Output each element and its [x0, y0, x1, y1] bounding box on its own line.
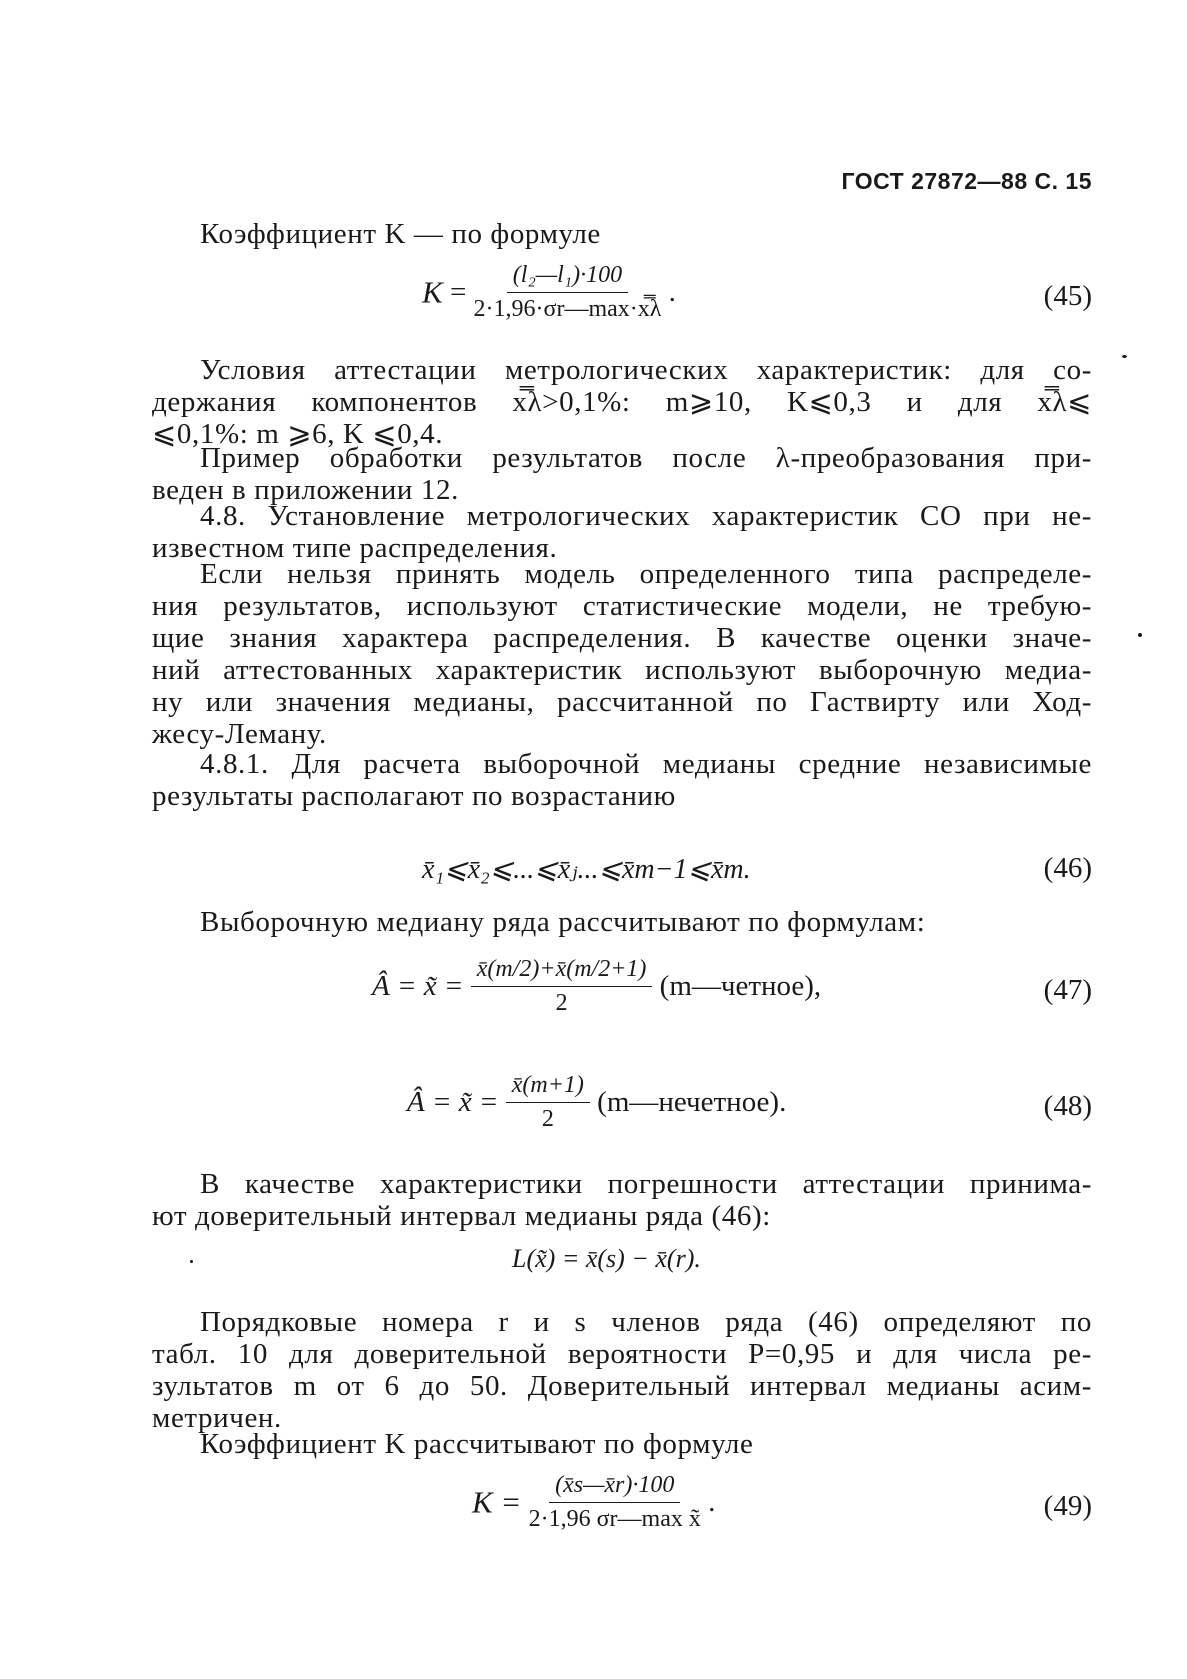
- formula-49-expression: K = $\frac{(x̄s—x̄r)\cdot 100}{\text{2·1,96 σr—max x̃}}$ .: [472, 1472, 716, 1532]
- paragraph-median-intro: [152, 906, 1092, 938]
- paragraph-coefficient-calc: [152, 1428, 1092, 1460]
- text-line: известном типе распределения.: [152, 532, 558, 564]
- text-line: жесу-Леману.: [152, 718, 327, 750]
- paragraph-conditions: [152, 354, 1092, 450]
- scan-speck: [190, 1260, 193, 1263]
- formula-45: [152, 262, 1092, 338]
- scan-speck: [1122, 355, 1127, 358]
- text-line: зультатов m от 6 до 50. Доверительный интервал медианы асим-: [152, 1370, 1092, 1402]
- text-line: Порядковые номера r и s членов ряда (46) определяют по: [200, 1306, 1092, 1338]
- text-line: ⩽0,1%: m ⩾6, K ⩽0,4.: [152, 418, 444, 450]
- text-line: держания компонентов x̿λ>0,1%: m⩾10, K⩽0,3 и для x̿λ⩽: [152, 386, 1092, 418]
- page-header: ГОСТ 27872—88 С. 15: [841, 168, 1092, 194]
- text-line: ют доверительный интервал медианы ряда (46):: [152, 1200, 771, 1232]
- formula-interval-expression: L(x̃) = x̄(s) − x̄(r).: [512, 1244, 701, 1273]
- text-line: Коэффициент K рассчитывают по формуле: [200, 1428, 754, 1460]
- formula-45-expression: K = $\frac{\text{(l₂—l₁)·100}}{2\cdot 1,96\cdot\sigma r—\max\cdot x̿\lambda}$ .: [422, 262, 676, 322]
- paragraph-model: [152, 558, 1092, 750]
- formula-49: [152, 1472, 1092, 1552]
- formula-45-numerator: (l₂—l₁)·100: [507, 262, 628, 293]
- text-line: Пример обработки результатов после λ-преобразования при-: [200, 442, 1092, 474]
- formula-45-fraction: [474, 262, 662, 323]
- text-line: Условия аттестации метрологических характеристик: для со-: [200, 354, 1092, 386]
- paragraph-interval: [152, 1168, 1092, 1232]
- paragraph-section-4-8: [152, 500, 1092, 564]
- formula-47-denominator: 2: [555, 990, 568, 1016]
- formula-47-fraction: [471, 956, 653, 1017]
- text-line: метричен.: [152, 1402, 282, 1434]
- formula-49-lhs: K =: [472, 1484, 522, 1520]
- formula-46-expression: x̄₁⩽x̄₂⩽...⩽x̄ⱼ...⩽x̄m−1⩽x̄m.: [422, 854, 751, 885]
- formula-45-denominator: 2·1,96·σr—max·x̿λ: [473, 296, 662, 322]
- formula-48-number: (48): [1043, 1090, 1092, 1122]
- text-line: Выборочную медиану ряда рассчитывают по формулам:: [200, 906, 926, 938]
- formula-47-expression: [372, 956, 821, 1017]
- paragraph-example: [152, 442, 1092, 506]
- formula-49-numerator: (x̄s—x̄r)·100: [549, 1472, 680, 1503]
- text-line: Коэффициент K — по формуле: [200, 218, 601, 250]
- formula-46: [152, 852, 1092, 892]
- scan-speck: [1138, 633, 1142, 637]
- formula-45-number: (45): [1043, 280, 1092, 312]
- formula-48-condition: (m—нечетное).: [597, 1086, 787, 1118]
- formula-47: [152, 956, 1092, 1036]
- formula-48-expression: [407, 1072, 786, 1133]
- formula-49-number: (49): [1043, 1490, 1092, 1522]
- paragraph-order: [152, 1306, 1092, 1434]
- text-line: щие знания характера распределения. В качестве оценки значе-: [152, 622, 1092, 654]
- text-line: ну или значения медианы, рассчитанной по Гаствирту или Ход-: [152, 686, 1092, 718]
- formula-48-fraction: [506, 1072, 590, 1133]
- formula-45-lhs: K: [422, 274, 443, 310]
- paragraph-section-4-8-1: [152, 748, 1092, 812]
- paragraph-coefficient-intro: [152, 218, 1092, 250]
- formula-48-numerator: x̄(m+1): [506, 1072, 590, 1103]
- formula-47-condition: (m—четное),: [659, 970, 822, 1002]
- formula-47-number: (47): [1043, 974, 1092, 1006]
- text-line: 4.8.1. Для расчета выборочной медианы средние независимые: [200, 748, 1092, 780]
- text-line: табл. 10 для доверительной вероятности P=0,95 и для числа ре-: [152, 1338, 1092, 1370]
- formula-interval: [152, 1244, 1092, 1284]
- text-line: ния результатов, используют статистические модели, не требую-: [152, 590, 1092, 622]
- text-line: ний аттестованных характеристик используют выборочную медиа-: [152, 654, 1092, 686]
- text-line: В качестве характеристики погрешности аттестации принима-: [200, 1168, 1092, 1200]
- text-line: 4.8. Установление метрологических характеристик СО при не-: [200, 500, 1092, 532]
- text-line: Если нельзя принять модель определенного типа распределе-: [200, 558, 1092, 590]
- formula-48-denominator: 2: [541, 1106, 554, 1132]
- formula-47-numerator: x̄(m/2)+x̄(m/2+1): [471, 956, 653, 987]
- formula-48: [152, 1072, 1092, 1152]
- formula-47-lhs: Â = x̃ =: [372, 970, 464, 1002]
- formula-49-fraction: [529, 1472, 701, 1533]
- text-line: результаты располагают по возрастанию: [152, 780, 676, 812]
- text-line: веден в приложении 12.: [152, 474, 459, 506]
- formula-48-lhs: Â = x̃ =: [407, 1086, 499, 1118]
- formula-49-denominator: 2·1,96 σr—max x̃: [528, 1506, 701, 1532]
- formula-46-number: (46): [1043, 852, 1092, 884]
